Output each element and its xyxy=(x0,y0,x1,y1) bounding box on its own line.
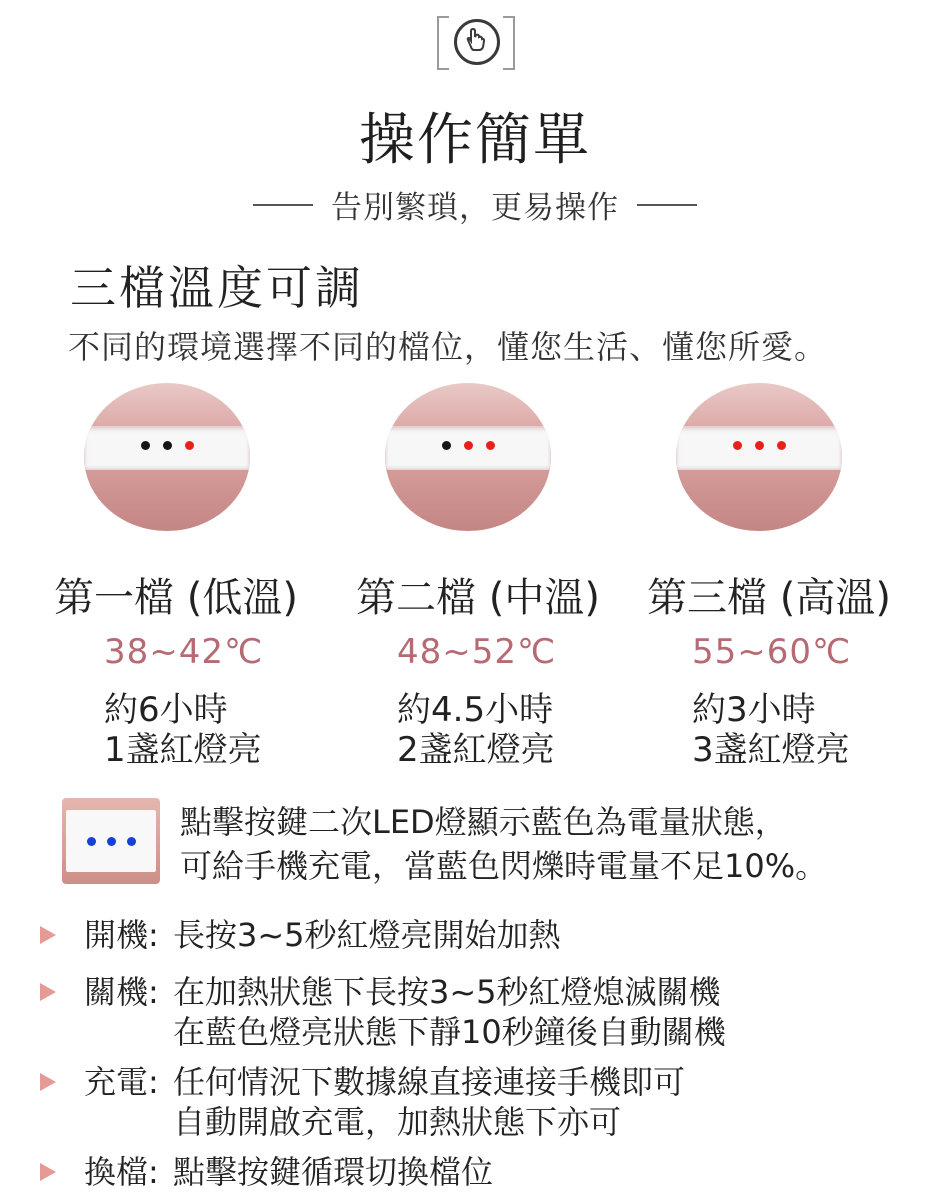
charge-description xyxy=(180,800,827,888)
section-description: 不同的環境選擇不同的檔位，懂您生活、懂您所愛。 xyxy=(68,328,828,366)
led-dot xyxy=(141,441,150,450)
level-temperature: 48~52℃ xyxy=(397,632,557,672)
level-duration: 約3小時 xyxy=(692,690,816,730)
level-lights: 1盞紅燈亮 xyxy=(104,730,262,770)
blue-led-dot xyxy=(127,837,136,846)
divider-left xyxy=(253,204,313,206)
led-dot xyxy=(777,441,786,450)
led-dot xyxy=(486,441,495,450)
arrow-right-icon xyxy=(40,983,56,1001)
charge-line: 可給手機充電，當藍色閃爍時電量不足10%。 xyxy=(180,847,828,885)
device-image-level-2 xyxy=(385,383,551,531)
level-duration: 約4.5小時 xyxy=(397,690,554,730)
level-temperature: 38~42℃ xyxy=(104,632,264,672)
led-dot xyxy=(733,441,742,450)
hand-pointer-icon xyxy=(437,16,515,66)
led-indicators xyxy=(84,441,250,450)
led-dot xyxy=(185,441,194,450)
arrow-right-icon xyxy=(40,1073,56,1091)
led-indicators xyxy=(676,441,842,450)
device-image-level-3 xyxy=(676,383,842,531)
device-image-level-1 xyxy=(84,383,250,531)
arrow-right-icon xyxy=(40,1163,56,1181)
led-indicators xyxy=(385,441,551,450)
page-title: 操作簡單 xyxy=(359,108,591,173)
blue-led-dot xyxy=(107,837,116,846)
led-dot xyxy=(464,441,473,450)
instruction-label: 開機: xyxy=(84,916,159,954)
subtitle: 告別繁瑣，更易操作 xyxy=(331,190,619,226)
level-temperature: 55~60℃ xyxy=(692,632,852,672)
level-duration: 約6小時 xyxy=(104,690,228,730)
level-info xyxy=(692,690,850,770)
level-name: 第三檔 (高溫) xyxy=(647,575,891,621)
divider-right xyxy=(637,204,697,206)
instruction-label: 關機: xyxy=(84,973,159,1011)
instruction-text: 在加熱狀態下長按3~5秒紅燈熄滅關機 在藍色燈亮狀態下靜10秒鐘後自動關機 xyxy=(173,973,726,1051)
blue-led-dot xyxy=(87,837,96,846)
led-dot xyxy=(755,441,764,450)
subtitle-row xyxy=(0,182,950,227)
section-title: 三檔溫度可調 xyxy=(70,261,364,315)
instruction-label: 充電: xyxy=(84,1063,159,1101)
level-name: 第二檔 (中溫) xyxy=(356,575,600,621)
arrow-right-icon xyxy=(40,926,56,944)
battery-status-image xyxy=(62,798,160,884)
instruction-text: 長按3~5秒紅燈亮開始加熱 xyxy=(173,916,561,954)
level-lights: 3盞紅燈亮 xyxy=(692,730,850,770)
level-info xyxy=(397,690,555,770)
instruction-text: 點擊按鍵循環切換檔位 xyxy=(173,1153,494,1191)
led-dot xyxy=(163,441,172,450)
level-info xyxy=(104,690,262,770)
instruction-label: 換檔: xyxy=(84,1153,159,1191)
level-lights: 2盞紅燈亮 xyxy=(397,730,555,770)
led-dot xyxy=(442,441,451,450)
level-name: 第一檔 (低溫) xyxy=(54,575,298,621)
instruction-text: 任何情況下數據線直接連接手機即可 自動開啟充電，加熱狀態下亦可 xyxy=(173,1063,686,1141)
charge-line: 點擊按鍵二次LED燈顯示藍色為電量狀態， xyxy=(180,803,787,841)
